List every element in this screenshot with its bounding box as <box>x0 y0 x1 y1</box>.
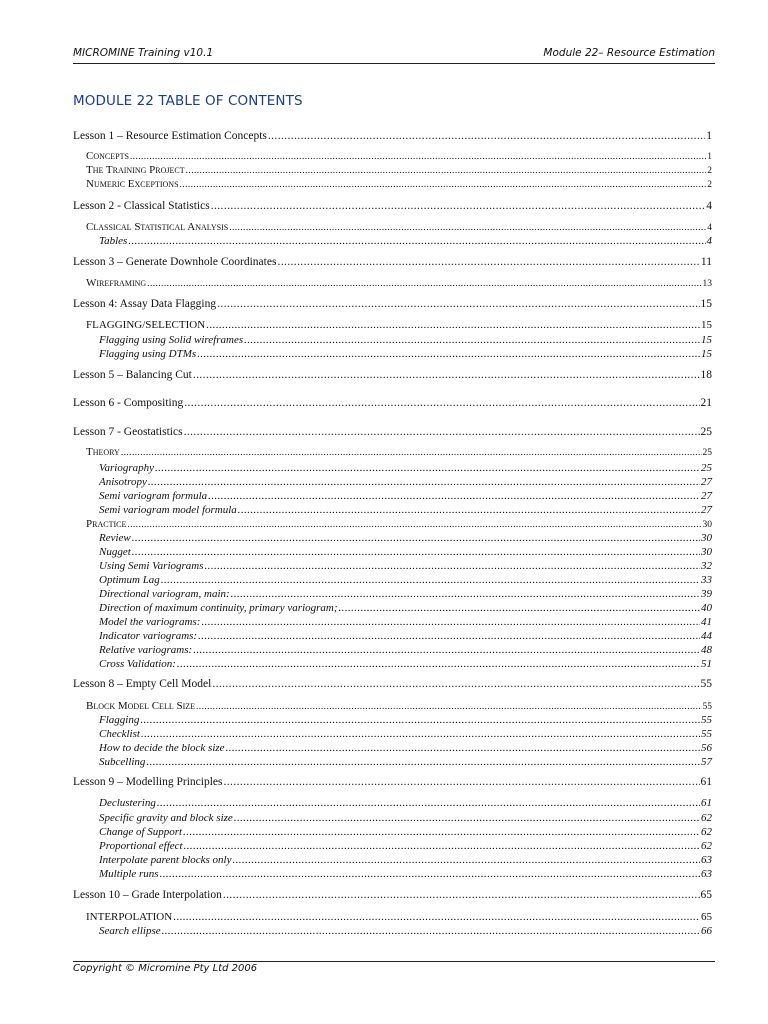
toc-entry-title: Proportional effect <box>99 840 183 852</box>
toc-entry-title: Lesson 5 – Balancing Cut <box>73 369 192 381</box>
toc-dot-leader <box>177 658 700 670</box>
toc-entry-page: 2 <box>707 180 712 190</box>
toc-dot-leader <box>127 520 701 530</box>
toc-entry[interactable] <box>99 854 712 866</box>
toc-entry-page: 62 <box>701 840 712 852</box>
toc-entry-title: Checklist <box>99 728 140 740</box>
toc-entry-page: 27 <box>701 490 712 502</box>
toc-entry-page: 40 <box>701 602 712 614</box>
toc-entry-title: Indicator variograms: <box>99 630 198 642</box>
toc-entry-title: How to decide the block size <box>99 742 225 754</box>
toc-entry-page: 62 <box>701 826 712 838</box>
toc-entry[interactable] <box>99 616 712 628</box>
toc-entry-title: Multiple runs <box>99 868 159 880</box>
toc-entry-title: Concepts <box>86 150 129 162</box>
toc-dot-leader <box>160 868 700 880</box>
toc-dot-leader <box>205 560 700 572</box>
toc-entry-page: 4 <box>706 200 712 212</box>
toc-entry-page: 62 <box>701 812 712 824</box>
toc-entry[interactable] <box>99 334 712 346</box>
toc-dot-leader <box>140 714 700 726</box>
header-left: MICROMINE Training v10.1 <box>73 47 214 59</box>
toc-entry[interactable] <box>99 742 712 754</box>
toc-entry-page: 65 <box>700 889 712 901</box>
toc-dot-leader <box>130 152 706 162</box>
toc-entry-title: Relative variograms: <box>99 644 193 656</box>
toc-entry[interactable] <box>73 776 712 788</box>
toc-entry-title: Wireframing <box>86 277 147 289</box>
toc-dot-leader <box>132 532 700 544</box>
toc-entry-title: Flagging using DTMs <box>99 348 197 360</box>
toc-entry-title: Subcelling <box>99 756 146 768</box>
toc-dot-leader <box>198 630 700 642</box>
page-header <box>73 47 715 61</box>
toc-dot-leader <box>193 369 700 381</box>
toc-entry-page: 55 <box>700 678 712 690</box>
toc-entry[interactable] <box>86 518 712 530</box>
toc-entry-page: 1 <box>707 152 712 162</box>
toc-entry-page: 1 <box>706 130 712 142</box>
toc-entry[interactable] <box>99 840 712 852</box>
toc-entry-title: Directional variogram, main: <box>99 588 230 600</box>
toc-entry[interactable] <box>86 911 712 923</box>
toc-dot-leader <box>201 616 700 628</box>
toc-entry[interactable] <box>86 319 712 331</box>
toc-dot-leader <box>206 319 700 331</box>
toc-dot-leader <box>238 504 700 516</box>
toc-entry-title: Cross Validation: <box>99 658 176 670</box>
toc-entry[interactable] <box>73 678 712 690</box>
toc-entry-title: Optimum Lag <box>99 574 160 586</box>
toc-entry[interactable] <box>86 700 712 712</box>
toc-dot-leader <box>217 298 699 310</box>
toc-entry-title: Theory <box>86 446 120 458</box>
toc-entry-title: Semi variogram formula <box>99 490 208 502</box>
toc-entry-page: 15 <box>701 348 712 360</box>
toc-entry-page: 11 <box>700 256 712 268</box>
toc-dot-leader <box>162 925 700 937</box>
toc-entry-page: 61 <box>700 776 712 788</box>
toc-dot-leader <box>183 826 700 838</box>
toc-entry-title: Lesson 3 – Generate Downhole Coordinates <box>73 256 277 268</box>
toc-entry-page: 39 <box>701 588 712 600</box>
toc-dot-leader <box>132 546 700 558</box>
header-right: Module 22– Resource Estimation <box>543 47 715 59</box>
toc-dot-leader <box>186 166 707 176</box>
toc-entry[interactable] <box>73 298 712 310</box>
toc-entry-page: 18 <box>700 369 712 381</box>
toc-entry[interactable] <box>99 235 712 247</box>
toc-dot-leader <box>277 256 699 268</box>
toc-entry[interactable] <box>73 397 712 409</box>
toc-entry-title: Lesson 2 - Classical Statistics <box>73 200 210 212</box>
toc-entry[interactable] <box>99 560 712 572</box>
toc-entry-page: 13 <box>702 279 712 289</box>
toc-entry-title: FLAGGING/SELECTION <box>86 319 206 331</box>
toc-entry-page: 15 <box>701 334 712 346</box>
toc-entry-page: 55 <box>701 714 712 726</box>
toc-entry-page: 4 <box>707 223 712 233</box>
toc-entry-page: 55 <box>701 728 712 740</box>
toc-entry[interactable] <box>99 476 712 488</box>
toc-entry-page: 55 <box>702 702 712 712</box>
toc-entry-title: Variography <box>99 462 154 474</box>
toc-dot-leader <box>231 588 700 600</box>
toc-dot-leader <box>268 130 705 142</box>
toc-entry-page: 51 <box>701 658 712 670</box>
toc-entry[interactable] <box>99 462 712 474</box>
toc-entry-title: Lesson 8 – Empty Cell Model <box>73 678 212 690</box>
toc-dot-leader <box>161 574 700 586</box>
toc-dot-leader <box>147 279 701 289</box>
toc-dot-leader <box>229 223 706 233</box>
toc-entry-title: Lesson 6 - Compositing <box>73 397 184 409</box>
toc-dot-leader <box>184 840 700 852</box>
toc-dot-leader <box>146 756 700 768</box>
toc-entry-title: Specific gravity and block size <box>99 812 233 824</box>
toc-entry[interactable] <box>99 868 712 880</box>
toc-dot-leader <box>223 889 700 901</box>
toc-dot-leader <box>193 644 700 656</box>
toc-entry-page: 33 <box>701 574 712 586</box>
toc-entry[interactable] <box>73 256 712 268</box>
toc-entry-page: 41 <box>701 616 712 628</box>
toc-entry-page: 2 <box>707 166 712 176</box>
toc-entry-title: Model the variograms: <box>99 616 201 628</box>
toc-entry-title: Lesson 1 – Resource Estimation Concepts <box>73 130 267 142</box>
toc-entry[interactable] <box>99 602 712 614</box>
toc-dot-leader <box>173 911 700 923</box>
toc-entry[interactable] <box>86 277 712 289</box>
toc-dot-leader <box>232 854 700 866</box>
page-title: MODULE 22 TABLE OF CONTENTS <box>73 93 303 109</box>
toc-dot-leader <box>212 678 699 690</box>
toc-entry-title: Nugget <box>99 546 131 558</box>
footer-rule <box>73 961 715 962</box>
toc-dot-leader <box>128 235 705 247</box>
toc-entry-title: Review <box>99 532 131 544</box>
toc-entry-page: 4 <box>706 235 712 247</box>
toc-entry-page: 65 <box>701 911 712 923</box>
toc-entry-title: Block Model Cell Size <box>86 700 196 712</box>
toc-entry[interactable] <box>99 812 712 824</box>
toc-entry-title: Semi variogram model formula <box>99 504 237 516</box>
toc-entry[interactable] <box>99 644 712 656</box>
toc-entry-page: 25 <box>700 426 712 438</box>
toc-entry-page: 15 <box>700 298 712 310</box>
toc-entry[interactable] <box>99 588 712 600</box>
toc-entry-title: Lesson 9 – Modelling Principles <box>73 776 223 788</box>
toc-dot-leader <box>339 602 700 614</box>
toc-entry-page: 61 <box>701 797 712 809</box>
toc-entry-title: Lesson 10 – Grade Interpolation <box>73 889 222 901</box>
toc-dot-leader <box>121 448 702 458</box>
toc-entry-page: 44 <box>701 630 712 642</box>
header-rule <box>73 63 715 64</box>
toc-entry-page: 27 <box>701 476 712 488</box>
toc-dot-leader <box>148 476 700 488</box>
toc-entry-page: 25 <box>701 462 712 474</box>
toc-entry-title: Flagging using Solid wireframes <box>99 334 244 346</box>
toc-entry-title: Declustering <box>99 797 156 809</box>
toc-dot-leader <box>155 462 700 474</box>
toc-entry[interactable] <box>73 426 712 438</box>
toc-entry-title: The Training Project <box>86 164 185 176</box>
toc-entry-page: 15 <box>701 319 712 331</box>
toc-dot-leader <box>244 334 700 346</box>
toc-entry-page: 66 <box>701 925 712 937</box>
toc-entry-title: Search ellipse <box>99 925 161 937</box>
toc-entry-title: Change of Support <box>99 826 183 838</box>
toc-entry-title: Direction of maximum continuity, primary variogram; <box>99 602 338 614</box>
toc-entry-title: Anisotropy <box>99 476 147 488</box>
toc-entry[interactable] <box>99 348 712 360</box>
toc-entry-title: Flagging <box>99 714 140 726</box>
toc-entry[interactable] <box>86 150 712 162</box>
toc-entry-page: 57 <box>701 756 712 768</box>
page-footer: Copyright © Micromine Pty Ltd 2006 <box>73 963 258 974</box>
toc-dot-leader <box>224 776 700 788</box>
toc-entry-title: Classical Statistical Analysis <box>86 221 229 233</box>
toc-entry[interactable] <box>99 826 712 838</box>
toc-entry[interactable] <box>99 490 712 502</box>
toc-entry[interactable] <box>99 658 712 670</box>
toc-entry-title: Interpolate parent blocks only <box>99 854 232 866</box>
toc-entry-page: 30 <box>701 546 712 558</box>
toc-entry-page: 48 <box>701 644 712 656</box>
toc-entry-title: Practice <box>86 518 127 530</box>
toc-dot-leader <box>184 426 700 438</box>
toc-entry-page: 30 <box>701 532 712 544</box>
toc-entry[interactable] <box>86 221 712 233</box>
toc-entry[interactable] <box>99 504 712 516</box>
toc-entry[interactable] <box>99 756 712 768</box>
toc-entry-page: 25 <box>702 448 712 458</box>
toc-entry-title: Lesson 4: Assay Data Flagging <box>73 298 217 310</box>
toc-entry-page: 21 <box>700 397 712 409</box>
toc-entry-title: Tables <box>99 235 128 247</box>
toc-entry-title: INTERPOLATION <box>86 911 173 923</box>
toc-dot-leader <box>211 200 706 212</box>
toc-entry-page: 30 <box>702 520 712 530</box>
toc-entry-title: Numeric Exceptions <box>86 178 179 190</box>
toc-entry[interactable] <box>99 797 712 809</box>
toc-dot-leader <box>184 397 699 409</box>
toc-dot-leader <box>196 702 701 712</box>
toc-entry[interactable] <box>73 200 712 212</box>
toc-dot-leader <box>141 728 700 740</box>
toc-entry[interactable] <box>86 446 712 458</box>
toc-entry-page: 63 <box>701 868 712 880</box>
toc-dot-leader <box>208 490 700 502</box>
toc-entry[interactable] <box>73 369 712 381</box>
toc-entry[interactable] <box>73 889 712 901</box>
toc-entry[interactable] <box>99 728 712 740</box>
toc-entry-page: 32 <box>701 560 712 572</box>
toc-entry[interactable] <box>99 532 712 544</box>
toc-dot-leader <box>226 742 700 754</box>
toc-dot-leader <box>157 797 700 809</box>
toc-entry-page: 56 <box>701 742 712 754</box>
toc-entry[interactable] <box>86 164 712 176</box>
toc-entry[interactable] <box>99 925 712 937</box>
toc-entry[interactable] <box>99 630 712 642</box>
toc-entry-title: Lesson 7 - Geostatistics <box>73 426 183 438</box>
toc-dot-leader <box>197 348 700 360</box>
toc-dot-leader <box>234 812 700 824</box>
toc-entry-page: 63 <box>701 854 712 866</box>
toc-dot-leader <box>180 180 707 190</box>
toc-entry[interactable] <box>73 130 712 142</box>
toc-entry[interactable] <box>86 178 712 190</box>
toc-entry[interactable] <box>99 574 712 586</box>
toc-entry[interactable] <box>99 714 712 726</box>
toc-entry-page: 27 <box>701 504 712 516</box>
toc-entry[interactable] <box>99 546 712 558</box>
toc-entry-title: Using Semi Variograms <box>99 560 204 572</box>
